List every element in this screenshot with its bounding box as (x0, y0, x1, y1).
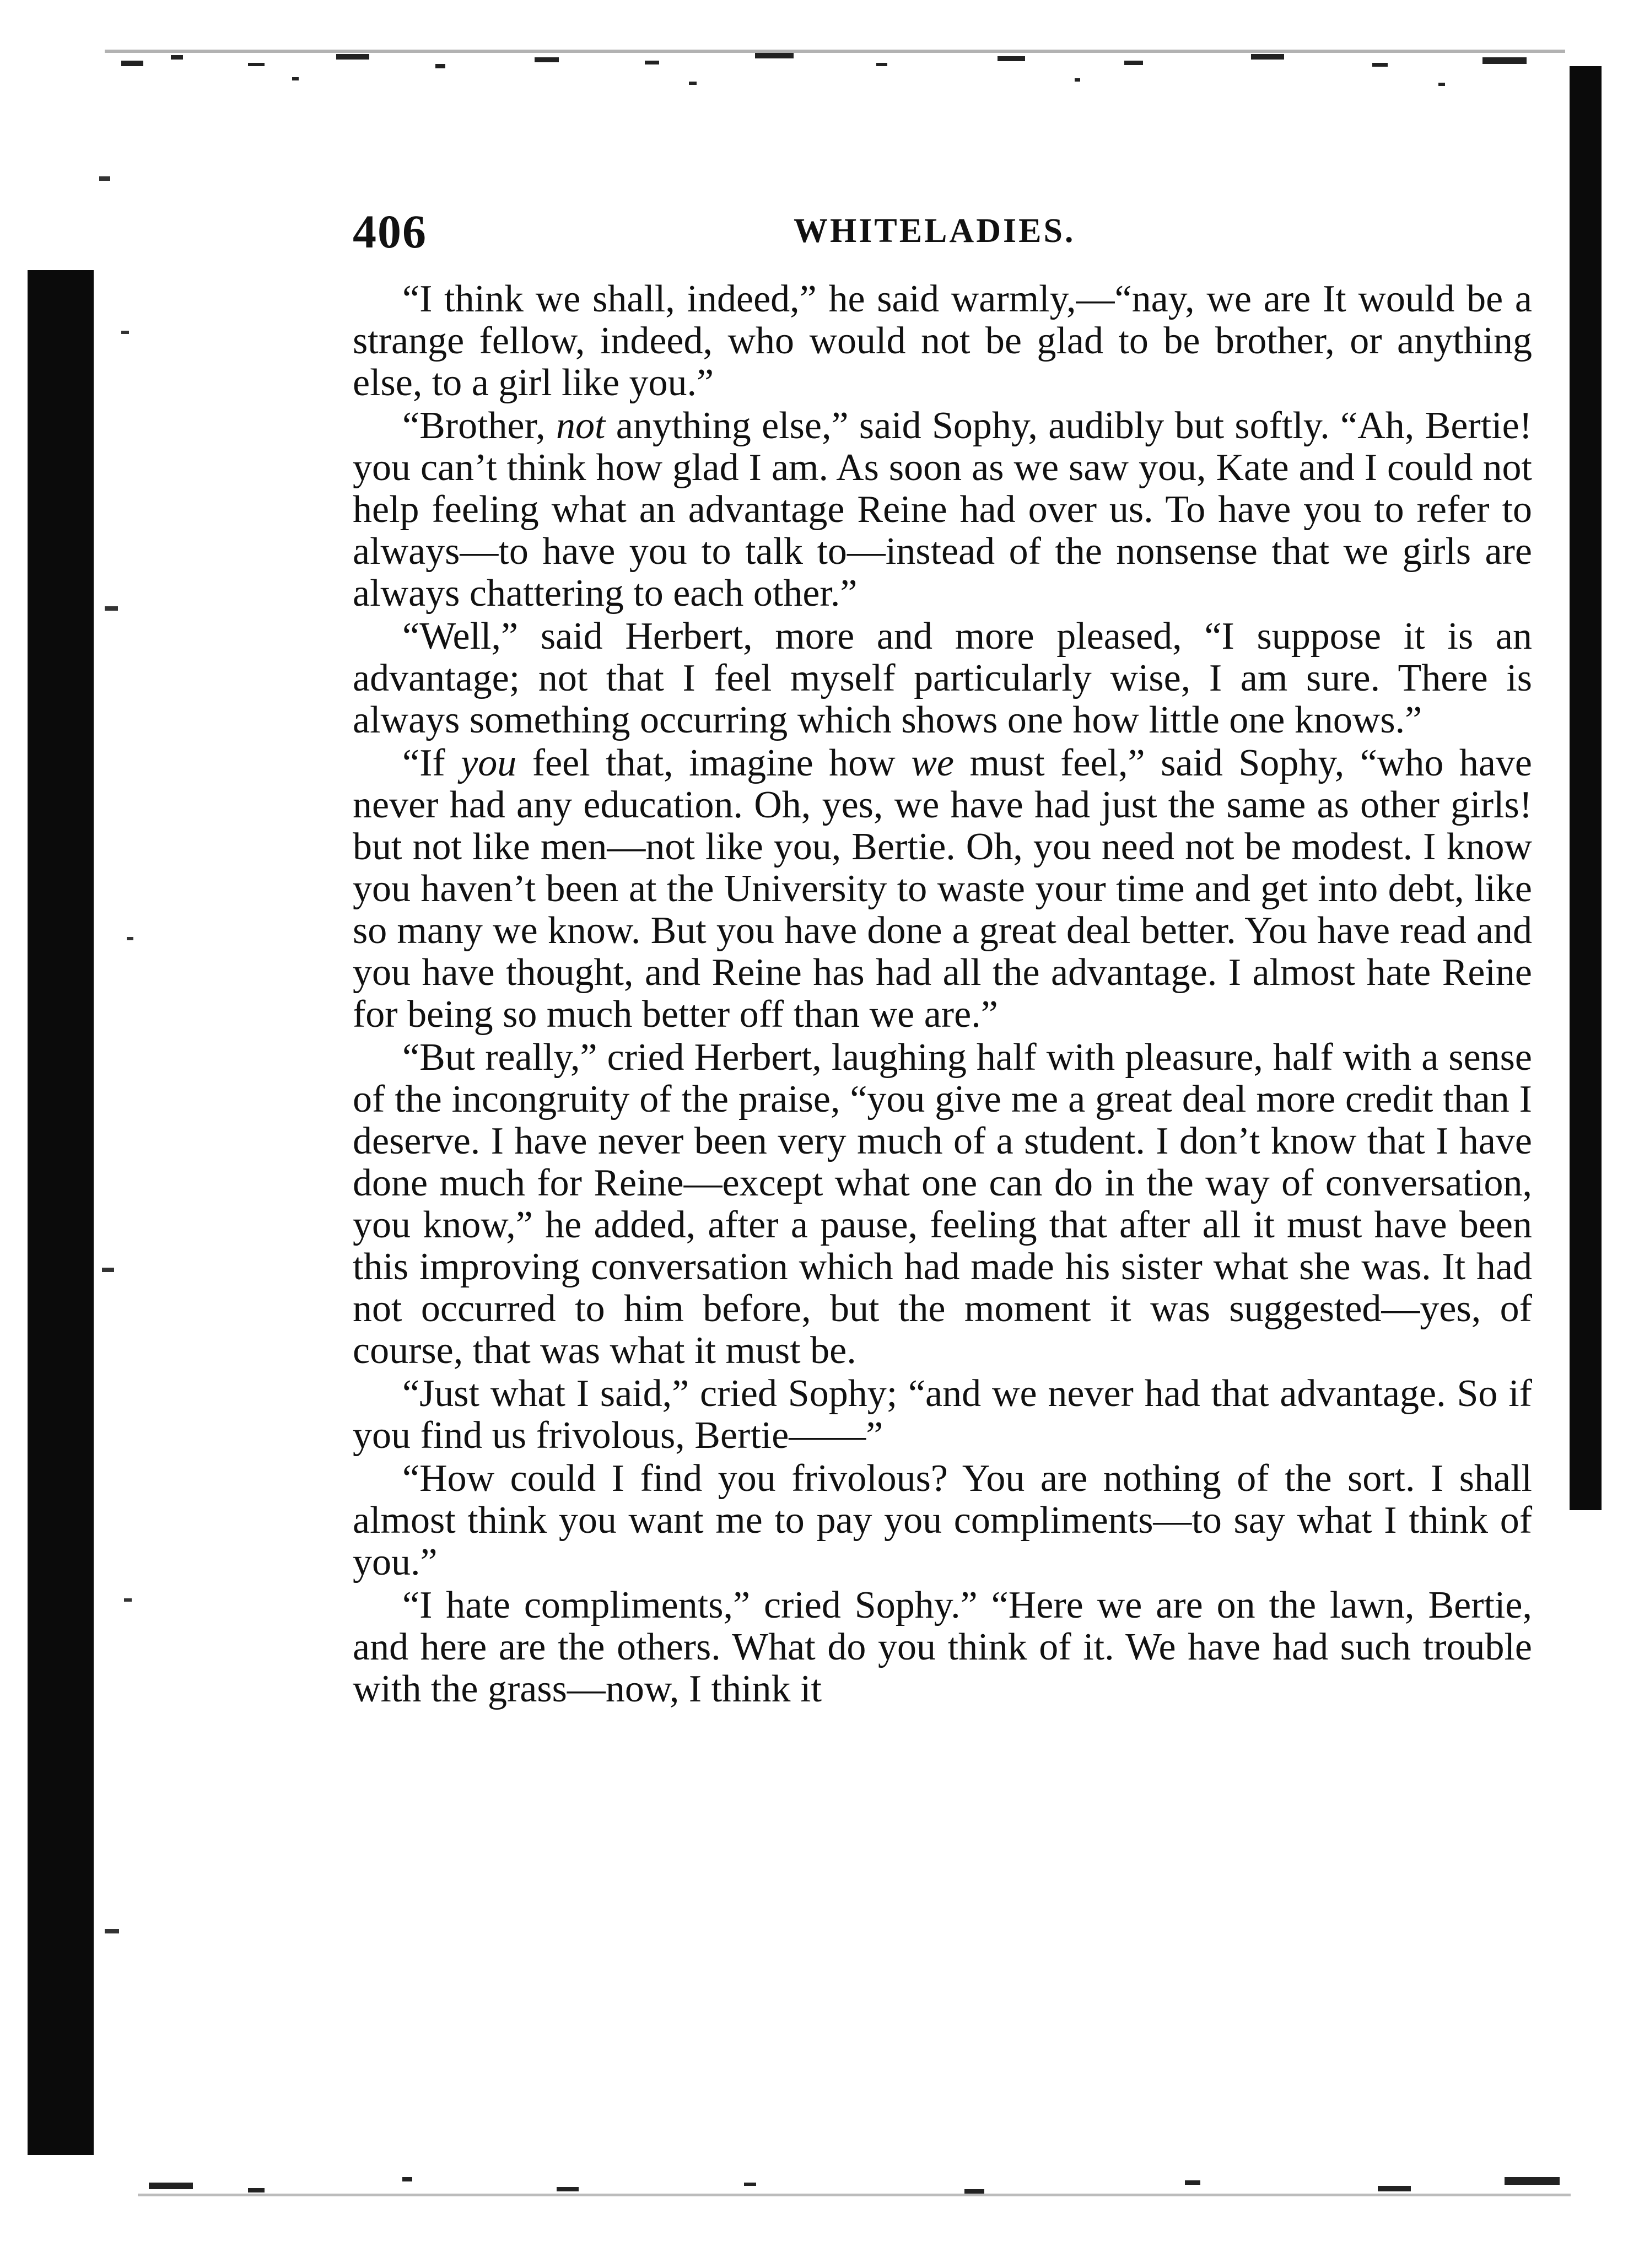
scan-noise-bottom (138, 2161, 1571, 2221)
emphasis-text: you (461, 742, 517, 784)
paragraph-7 (353, 1458, 1532, 1583)
text-run: feel that, imagine how (516, 742, 912, 784)
paragraph-6 (353, 1373, 1532, 1457)
emphasis-text: we (911, 742, 954, 784)
paragraph-4 (353, 742, 1532, 1036)
text-run: “I think we shall, indeed,” he said warmly,—“nay, we are It would be a strange fellow, indeed, who would not be glad to be brother, or anything else, to a girl like you.” (353, 278, 1532, 404)
emphasis-text: not (556, 405, 606, 447)
page-number: 406 (353, 205, 427, 258)
page-header (353, 204, 1560, 265)
body-text (353, 278, 1532, 1711)
text-run: “I hate compliments,” cried Sophy.” “Here we are on the lawn, Bertie, and here are the others. What do you think of it. We have had such trouble with the grass—now, I think it (353, 1584, 1532, 1710)
text-run: “If (402, 742, 461, 784)
text-run: anything else,” said Sophy, audibly but softly. “Ah, Bertie! you can’t think how glad I am. As soon as we saw you, Kate and I could not help feeling what an advantage Reine had over us. To have you to refer to always—to have you to talk to—instead of the nonsense that we girls are always chattering to each other.” (353, 405, 1532, 615)
paragraph-3 (353, 616, 1532, 741)
running-title: WHITELADIES. (794, 212, 1076, 250)
text-run: “How could I find you frivolous? You are nothing of the sort. I shall almost think you want me to pay you compliments—to say what I think of you.” (353, 1457, 1532, 1583)
paragraph-8 (353, 1585, 1532, 1710)
paragraph-5 (353, 1037, 1532, 1372)
text-run: must feel,” said Sophy, “who have never had any education. Oh, yes, we have had just the same as other girls! but not like men—not like you, Bertie. Oh, you need not be modest. I know you haven’t been at the University to waste your time and get into debt, like so many we know. But you have done a great deal better. You have read and you have thought, and Reine has had all the advantage. I almost hate Reine for being so much better off than we are.” (353, 742, 1532, 1036)
text-run: “Well,” said Herbert, more and more pleased, “I suppose it is an advantage; not that I feel myself particularly wise, I am sure. There is always something occurring which shows one how little one knows.” (353, 615, 1532, 741)
paragraph-1 (353, 278, 1532, 404)
text-run: “Just what I said,” cried Sophy; “and we never had that advantage. So if you find us frivolous, Bertie——” (353, 1372, 1532, 1457)
scan-edge-shadow (1570, 66, 1602, 1510)
paragraph-2 (353, 405, 1532, 615)
text-run: “Brother, (402, 405, 556, 447)
text-run: “But really,” cried Herbert, laughing half with pleasure, half with a sense of the incongruity of the praise, “you give me a great deal more credit than I deserve. I have never been very much of a student. I don’t know that I have done much for Reine—except what one can do in the way of conversation, you know,” he added, after a pause, feeling that after all it must have been this improving conversation which had made his sister what she was. It had not occurred to him before, but the moment it was suggested—yes, of course, that was what it must be. (353, 1036, 1532, 1372)
scan-noise-top (105, 39, 1565, 99)
scan-binding-shadow (28, 270, 94, 2155)
